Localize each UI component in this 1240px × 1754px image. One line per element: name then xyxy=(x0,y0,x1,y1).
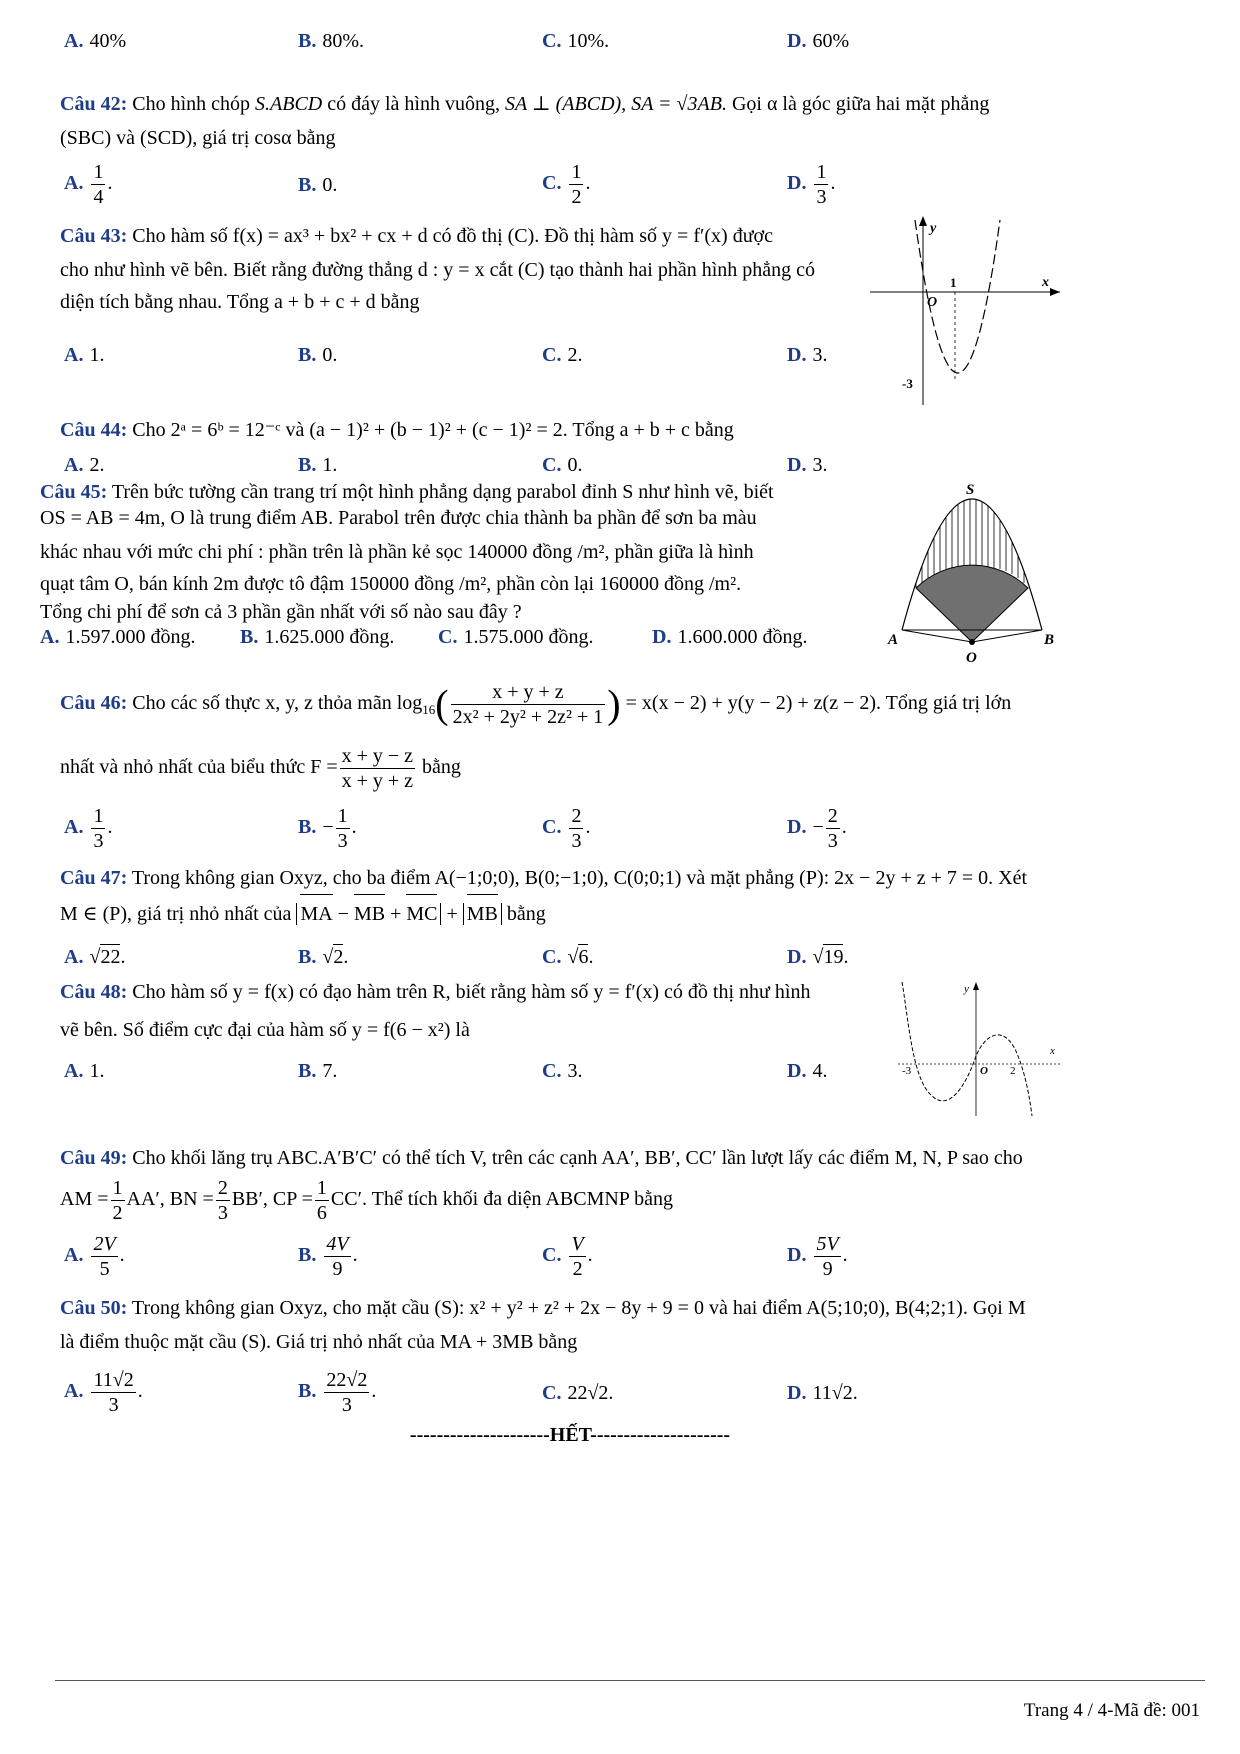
q47-option-d: D. √19. xyxy=(787,946,849,968)
q46-option-b: B. − $\frac{1}{3}$ . xyxy=(298,805,357,852)
q47-option-b: B. √2. xyxy=(298,946,349,968)
q42-option-d: D. $\frac{1}{3}$ . xyxy=(787,161,836,208)
q45-option-d: D. 1.600.000 đồng. xyxy=(652,626,808,648)
q45-text-line5: Tổng chi phí để sơn cả 3 phần gần nhất với số nào sau đây ? xyxy=(40,601,522,623)
q46-text-line1: Câu 46: Cho các số thực x, y, z thỏa mãn $\log_{16}$( $\frac{x + y + z}{\text{2x² + 2y² + 2z² + 1}}$ ) = x(x − 2) + y(y − 2) + z(z − 2). Tổng giá trị lớn xyxy=(60,680,1012,728)
q47-text-line2: M ∈ (P), giá trị nhỏ nhất của MA − MB + MC + MB bằng xyxy=(60,896,1060,932)
q46-option-c: C. $\frac{2}{3}$ . xyxy=(542,805,591,852)
q44-text: Câu 44: Cho 2ᵃ = 6ᵇ = 12⁻ᶜ và (a − 1)² + (b − 1)² + (c − 1)² = 2. Tổng a + b + c bằng xyxy=(60,419,734,441)
q45-option-b: B. 1.625.000 đồng. xyxy=(240,626,395,648)
q48-text-line1: Câu 48: Cho hàm số y = f(x) có đạo hàm trên R, biết rằng hàm số y = f′(x) có đồ thị như hình xyxy=(60,981,811,1003)
tick-2: 2 xyxy=(1010,1065,1016,1077)
q47-option-c: C. √6. xyxy=(542,946,594,968)
q49-option-d: D. $\frac{5V}{9}$ . xyxy=(787,1233,848,1280)
page-footer: Trang 4 / 4-Mã đề: 001 xyxy=(1023,1700,1200,1721)
q44-option-c: C. 0. xyxy=(542,454,583,476)
q48-option-d: D. 4. xyxy=(787,1060,828,1082)
x-label: x xyxy=(1042,275,1049,290)
q46-option-d: D. − $\frac{2}{3}$ . xyxy=(787,805,847,852)
q42-text-line1: Câu 42: Cho hình chóp S.ABCD có đáy là hình vuông, SA ⊥ (ABCD), SA = √3AB. Gọi α là góc giữa hai mặt phẳng xyxy=(60,93,990,115)
q45-option-a: A. 1.597.000 đồng. xyxy=(40,626,196,648)
y-label: y xyxy=(930,221,937,236)
x-label: x xyxy=(1050,1045,1055,1057)
q49-text-line2: AM = $\frac{1}{2}$ AA′, BN = $\frac{2}{3}$ BB′, CP = $\frac{1}{6}$ CC′. Thể tích khối đa diện ABCMNP bằng xyxy=(60,1176,674,1224)
label-a: A xyxy=(888,632,899,648)
tick-neg3: -3 xyxy=(902,1065,912,1077)
q45-text-line1: Câu 45: Trên bức tường cần trang trí một hình phẳng dạng parabol đỉnh S như hình vẽ, biết xyxy=(40,481,774,503)
y-axis-arrow-icon xyxy=(973,982,979,990)
end-marker: ---------------------HẾT--------------------- xyxy=(409,1424,731,1446)
q43-text-line2: cho như hình vẽ bên. Biết rằng đường thẳng d : y = x cắt (C) tạo thành hai phần hình phẳng có xyxy=(60,259,816,281)
q43-option-a: A. 1. xyxy=(64,344,105,366)
q41-option-b: B. 80%. xyxy=(298,30,365,52)
q44-option-a: A. 2. xyxy=(64,454,105,476)
q48-option-b: B. 7. xyxy=(298,1060,338,1082)
q46-text-line2: nhất và nhỏ nhất của biểu thức F = $\frac{x + y - z}{x + y + z}$ bằng xyxy=(60,744,461,792)
q43-option-d: D. 3. xyxy=(787,344,828,366)
tick-y-neg3: -3 xyxy=(902,376,913,391)
q48-derivative-graph xyxy=(890,976,1070,1126)
q50-option-d: D. 11√2. xyxy=(787,1382,858,1404)
q46-option-a: A. $\frac{1}{3}$ . xyxy=(64,805,113,852)
point-o xyxy=(969,639,975,645)
q47-text-line1: Câu 47: Trong không gian Oxyz, cho ba điểm A(−1;0;0), B(0;−1;0), C(0;0;1) và mặt phẳng (P): 2x − 2y + z + 7 = 0. Xét xyxy=(60,867,1028,889)
q48-text-line2: vẽ bên. Số điểm cực đại của hàm số y = f(6 − x²) là xyxy=(60,1019,470,1041)
q50-text-line1: Câu 50: Trong không gian Oxyz, cho mặt cầu (S): x² + y² + z² + 2x − 8y + 9 = 0 và hai điểm A(5;10;0), B(4;2;1). Gọi M xyxy=(60,1297,1026,1319)
q41-option-c: C. 10%. xyxy=(542,30,610,52)
q41-option-a: A. 40% xyxy=(64,30,127,52)
origin-label: O xyxy=(980,1065,988,1077)
q41-option-d: D. 60% xyxy=(787,30,850,52)
q50-text-line2: là điểm thuộc mặt cầu (S). Giá trị nhỏ nhất của MA + 3MB bằng xyxy=(60,1331,578,1353)
derivative-curve xyxy=(902,982,1032,1116)
q50-option-a: A. $\frac{11√2}{3}$ . xyxy=(64,1369,143,1416)
q49-option-a: A. $\frac{2V}{5}$ . xyxy=(64,1233,125,1280)
q45-text-line4: quạt tâm O, bán kính 2m được tô đậm 150000 đồng /m², phần còn lại 160000 đồng /m². xyxy=(40,573,742,595)
q45-text-line2: OS = AB = 4m, O là trung điểm AB. Parabol trên được chia thành ba phần để sơn ba màu xyxy=(40,507,757,529)
q45-parabola-figure xyxy=(880,478,1080,668)
q43-text-line1: Câu 43: Cho hàm số f(x) = ax³ + bx² + cx + d có đồ thị (C). Đồ thị hàm số y = f′(x) được xyxy=(60,225,773,247)
q42-option-a: A. $\frac{1}{4}$ . xyxy=(64,161,113,208)
label-o: O xyxy=(966,650,977,666)
q45-text-line3: khác nhau với mức chi phí : phần trên là phần kẻ sọc 140000 đồng /m², phần giữa là hình xyxy=(40,541,754,563)
tick-x-1: 1 xyxy=(950,275,957,290)
q42-option-b: B. 0. xyxy=(298,174,338,196)
origin-label: O xyxy=(927,295,938,310)
q45-option-c: C. 1.575.000 đồng. xyxy=(438,626,594,648)
x-axis-arrow-icon xyxy=(1050,288,1060,296)
q48-option-a: A. 1. xyxy=(64,1060,105,1082)
q50-option-c: C. 22√2. xyxy=(542,1382,614,1404)
q43-option-c: C. 2. xyxy=(542,344,583,366)
y-label: y xyxy=(964,983,969,995)
q48-option-c: C. 3. xyxy=(542,1060,583,1082)
footer-divider xyxy=(55,1680,1205,1681)
q43-derivative-graph xyxy=(860,210,1080,410)
label-b: B xyxy=(1044,632,1055,648)
q49-text-line1: Câu 49: Cho khối lăng trụ ABC.A′B′C′ có thể tích V, trên các cạnh AA′, BB′, CC′ lần lượt lấy các điểm M, N, P sao cho xyxy=(60,1147,1023,1169)
q44-option-b: B. 1. xyxy=(298,454,338,476)
y-axis-arrow-icon xyxy=(919,216,927,226)
q44-option-d: D. 3. xyxy=(787,454,828,476)
q42-text-line2: (SBC) và (SCD), giá trị cosα bằng xyxy=(60,127,336,149)
q47-option-a: A. √22. xyxy=(64,946,126,968)
q42-option-c: C. $\frac{1}{2}$ . xyxy=(542,161,591,208)
q49-option-c: C. $\frac{V}{2}$ . xyxy=(542,1233,593,1280)
q43-text-line3: diện tích bằng nhau. Tổng a + b + c + d bằng xyxy=(60,291,420,313)
q49-option-b: B. $\frac{4V}{9}$ . xyxy=(298,1233,358,1280)
label-s: S xyxy=(966,482,975,498)
q43-option-b: B. 0. xyxy=(298,344,338,366)
q50-option-b: B. $\frac{22√2}{3}$ . xyxy=(298,1369,377,1416)
